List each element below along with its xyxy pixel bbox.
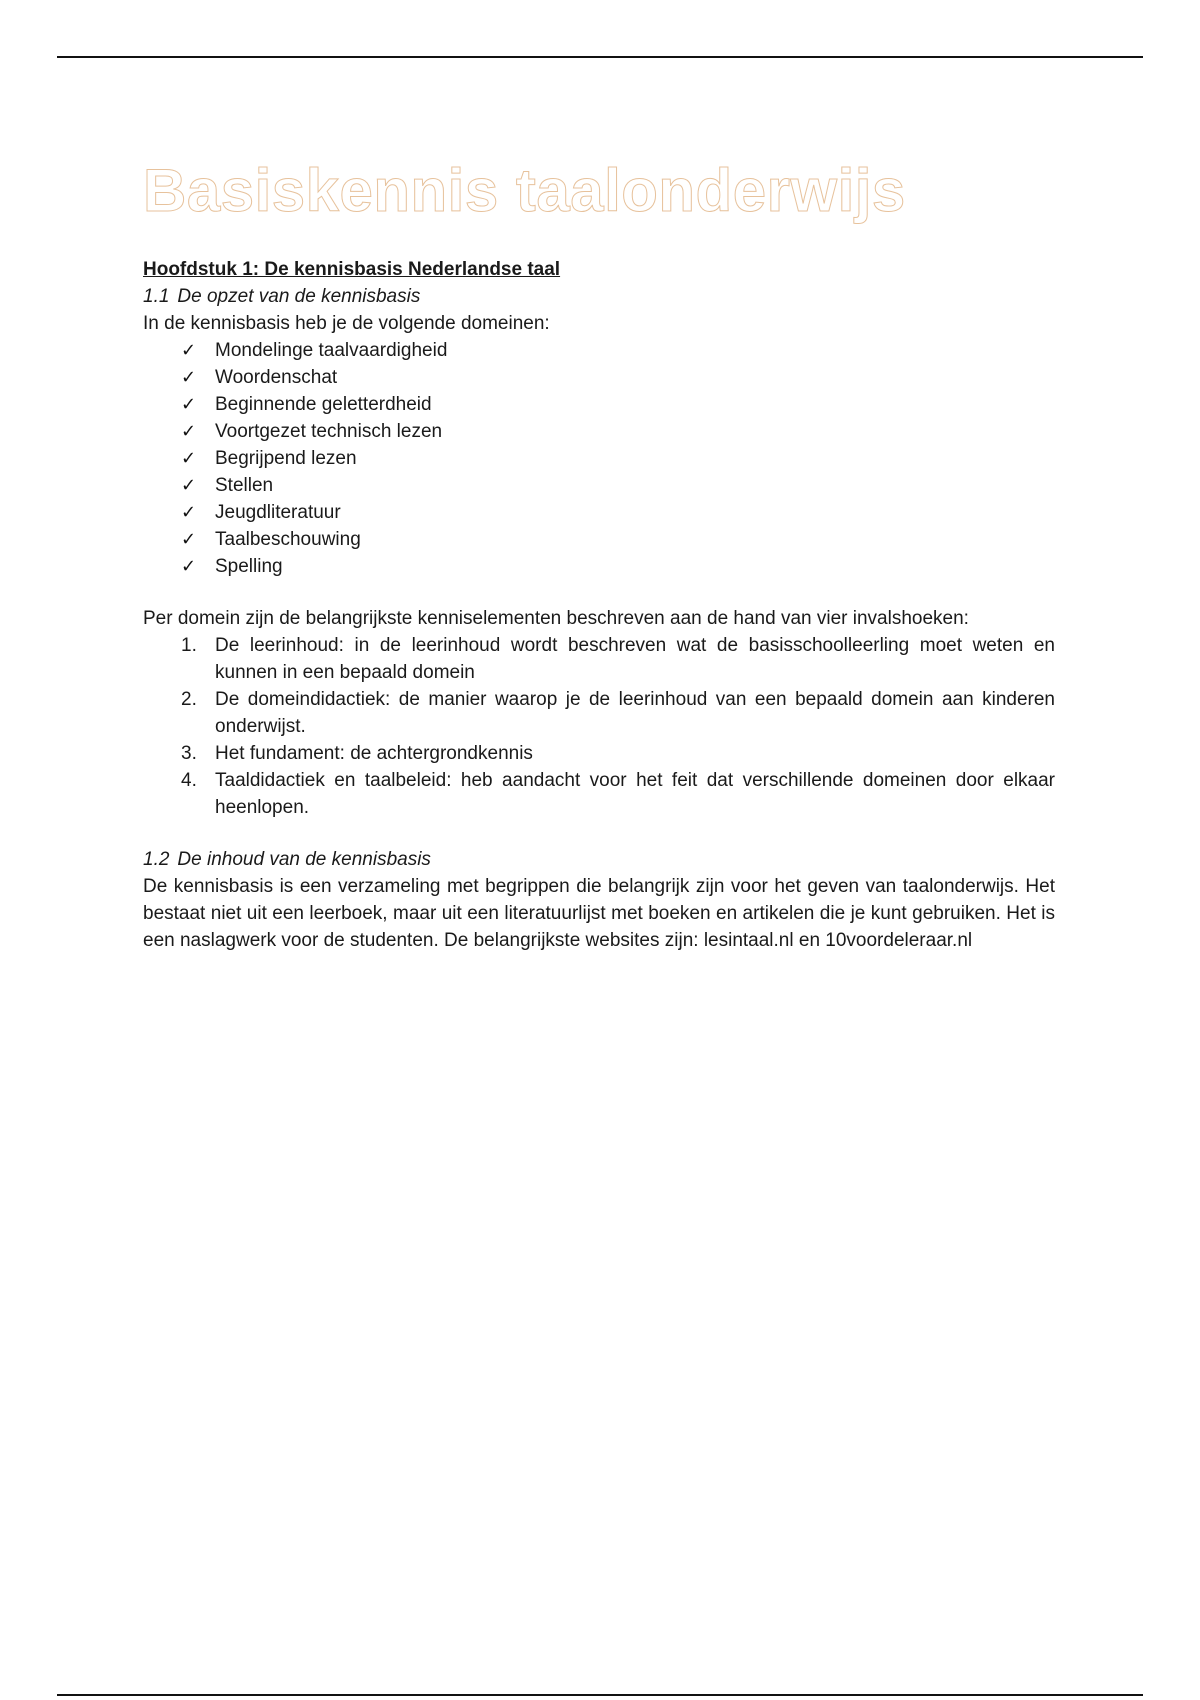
list-number: 1. [181,635,197,656]
checkmark-icon: ✓ [181,421,197,441]
list-item [181,499,1055,526]
checkmark-icon: ✓ [181,394,197,414]
domain-label: Stellen [215,475,274,496]
section-title: De inhoud van de kennisbasis [177,849,431,870]
list-item [181,526,1055,553]
list-item [181,364,1055,391]
list-item [181,445,1055,472]
list-item [181,553,1055,580]
perspective-text: Het fundament: de achtergrondkennis [215,743,533,764]
domain-label: Spelling [215,556,283,577]
perspectives-intro: Per domein zijn de belangrijkste kenniselementen beschreven aan de hand van vier invalshoeken: [143,608,969,629]
list-number: 4. [181,770,197,791]
checkmark-icon: ✓ [181,340,197,360]
perspective-text: De domeindidactiek: de manier waarop je de leerinhoud van een bepaald domein aan kinderen onderwijst. [215,689,1055,737]
list-number: 3. [181,743,197,764]
list-item [181,418,1055,445]
domain-list [143,337,1055,580]
checkmark-icon: ✓ [181,556,197,576]
chapter-heading: Hoofdstuk 1: De kennisbasis Nederlandse taal [143,259,561,280]
domains-intro: In de kennisbasis heb je de volgende domeinen: [143,313,550,334]
header-rule [57,56,1143,58]
list-item [181,391,1055,418]
checkmark-icon: ✓ [181,529,197,549]
perspective-text: Taaldidactiek en taalbeleid: heb aandacht voor het feit dat verschillende domeinen door elkaar heenlopen. [215,770,1055,818]
list-item [181,472,1055,499]
list-item [181,337,1055,364]
list-item [181,740,1055,767]
perspective-text: De leerinhoud: in de leerinhoud wordt beschreven wat de basisschoolleerling moet weten en kunnen in een bepaald domein [215,635,1055,683]
perspectives-list [143,632,1055,821]
section-number: 1.1 [143,286,170,307]
list-item [181,767,1055,821]
checkmark-icon: ✓ [181,367,197,387]
domain-label: Begrijpend lezen [215,448,357,469]
list-item [181,632,1055,686]
list-number: 2. [181,689,197,710]
checkmark-icon: ✓ [181,502,197,522]
section-title: De opzet van de kennisbasis [177,286,421,307]
document-title: Basiskennis taalonderwijs [143,157,906,224]
footer-rule [57,1694,1143,1696]
section-body: De kennisbasis is een verzameling met begrippen die belangrijk zijn voor het geven van taalonderwijs. Het bestaat niet uit een leerboek, maar uit een literatuurlijst met boeken en artikelen die je kunt gebruiken. Het is een naslagwerk voor de studenten. De belangrijkste websites zijn: lesintaal.nl en 10voordeleraar.nl [143,876,1055,951]
section-heading-1-2 [143,846,1055,873]
list-item [181,686,1055,740]
section-heading-1-1 [143,283,1055,310]
checkmark-icon: ✓ [181,475,197,495]
domain-label: Jeugdliteratuur [215,502,341,523]
checkmark-icon: ✓ [181,448,197,468]
domain-label: Voortgezet technisch lezen [215,421,443,442]
domain-label: Beginnende geletterdheid [215,394,432,415]
domain-label: Woordenschat [215,367,338,388]
document-body [143,150,1055,954]
section-number: 1.2 [143,849,170,870]
domain-label: Mondelinge taalvaardigheid [215,340,448,361]
domain-label: Taalbeschouwing [215,529,361,550]
